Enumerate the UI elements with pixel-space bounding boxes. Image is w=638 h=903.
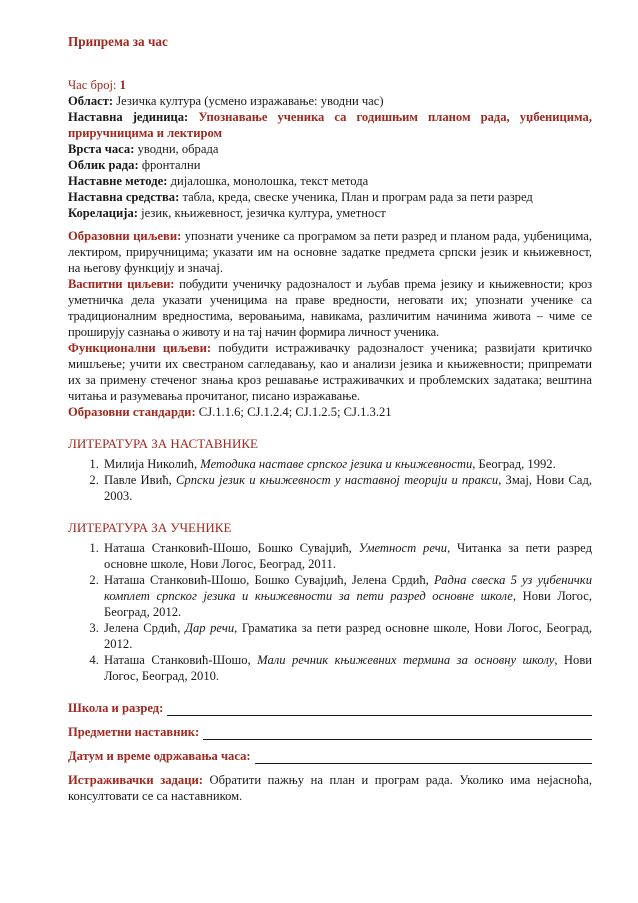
- upbringing-goals: [68, 276, 592, 340]
- publication: , Београд, 1992.: [472, 457, 556, 471]
- list-item: [102, 652, 592, 684]
- publication: , Нови Логос, Београд, 2012.: [104, 589, 592, 619]
- educational-standards-value: СЈ.1.1.6; СЈ.1.2.4; СЈ.1.2.5; СЈ.1.3.21: [198, 405, 392, 419]
- publication: , Читанка за пети разред основне школе, Нови Логос, Београд, 2011.: [104, 541, 592, 571]
- teacher-literature: [68, 436, 592, 504]
- educational-standards: [68, 404, 592, 420]
- school-class-field: [68, 700, 592, 716]
- educational-goals: [68, 228, 592, 276]
- student-literature-heading: ЛИТЕРАТУРА ЗА УЧЕНИКЕ: [68, 520, 232, 535]
- research-tasks-label: Истраживачки задаци:: [68, 773, 203, 787]
- teaching-methods: [68, 173, 592, 189]
- work-title: Уметност речи: [358, 541, 448, 555]
- correlation-value: језик, књижевност, језичка култура, уметност: [141, 206, 386, 220]
- lesson-number-value: 1: [119, 78, 126, 92]
- teacher-literature-heading: ЛИТЕРАТУРА ЗА НАСТАВНИКЕ: [68, 436, 258, 451]
- work-title: Мали речник књижевних термина за основну школу: [257, 653, 555, 667]
- date-time-line[interactable]: [255, 750, 592, 764]
- teaching-methods-value: дијалошка, монолошка, текст метода: [170, 174, 369, 188]
- author: Милија Николић,: [104, 457, 198, 471]
- upbringing-goals-value: побудити ученичку радозналост и љубав према језику и књижевности; кроз уметничка дела указати ученицима на праве вредности, неговати их; упознати ученике са традиционалним вредностима, веровањима, навикама, различитим начинима живота – чиме се проширују сазнања о животу и на тај начин формира личност ученика.: [68, 277, 593, 339]
- area-value: Језичка култура (усмено изражавање: уводни час): [116, 94, 384, 108]
- student-literature-list: [68, 540, 592, 684]
- list-item: [102, 472, 592, 504]
- educational-goals-value: упознати ученике са програмом за пети разред и планом рада, уџбеницима, лектиром, приручницима; указати им на основне задатке предмета српски језик и књижевност, на његову функцију и значај.: [68, 229, 592, 275]
- area-label: Област:: [68, 94, 114, 108]
- publication: , Граматика за пети разред основне школе, Нови Логос, Београд, 2012.: [104, 621, 593, 651]
- author: Наташа Станковић-Шошо, Бошко Сувајџић,: [104, 541, 352, 555]
- lesson-goals: [68, 228, 592, 420]
- teaching-methods-label: Наставне методе:: [68, 174, 168, 188]
- teaching-means-value: табла, креда, свеске ученика, План и програм рада за пети разред: [182, 190, 533, 204]
- upbringing-goals-label: Васпитни циљеви:: [68, 277, 175, 291]
- lesson-meta: [68, 77, 592, 221]
- functional-goals: [68, 340, 592, 404]
- author: Наташа Станковић-Шошо,: [104, 653, 251, 667]
- educational-goals-label: Образовни циљеви:: [68, 229, 182, 243]
- date-time-field: [68, 748, 592, 764]
- date-time-label: Датум и време одржавања часа:: [68, 749, 251, 763]
- work-form-label: Облик рада:: [68, 158, 139, 172]
- work-form: [68, 157, 592, 173]
- lesson-number-label: Час број:: [68, 78, 117, 92]
- functional-goals-label: Функционални циљеви:: [68, 341, 212, 355]
- teacher-literature-list: [68, 456, 592, 504]
- work-title: Српски језик и књижевност у наставној теорији и пракси: [176, 473, 499, 487]
- school-class-line[interactable]: [167, 702, 592, 716]
- work-title: Дар речи: [184, 621, 235, 635]
- subject-teacher-field: [68, 724, 592, 740]
- list-item: [102, 540, 592, 572]
- correlation: [68, 205, 592, 221]
- student-literature: [68, 520, 592, 684]
- author: Наташа Станковић-Шошо, Бошко Сувајџић, Јелена Срдић,: [104, 573, 429, 587]
- lesson-type-label: Врста часа:: [68, 142, 135, 156]
- area: [68, 93, 592, 109]
- teaching-unit: [68, 109, 592, 141]
- page-title: Припрема за час: [68, 34, 168, 49]
- list-item: [102, 620, 592, 652]
- list-item: [102, 572, 592, 620]
- subject-teacher-label: Предметни наставник:: [68, 725, 200, 739]
- educational-standards-label: Образовни стандарди:: [68, 405, 196, 419]
- functional-goals-value: побудити истраживачку радозналост ученика; развијати критичко мишљење; учити их свестраном сагледавању, као и анализи језика и књижевности; припремати их за примену стеченог знања кроз решавање истраживачких и проблемских задатака; вештина читања и разумевања прочитаног, писано изражавање.: [68, 341, 593, 403]
- lesson-type: [68, 141, 592, 157]
- lesson-type-value: уводни, обрада: [137, 142, 219, 156]
- lesson-plan-page: [68, 34, 592, 804]
- research-tasks-value: Обратити пажњу на план и програм рада. Уколико има нејасноћа, консултовати се са наставником.: [68, 773, 592, 803]
- teaching-unit-value: Упознавање ученика са годишњим планом рада, уџбеницима, приручницима и лектиром: [68, 110, 592, 140]
- school-class-label: Школа и разред:: [68, 701, 164, 715]
- publication: , Нови Логос, Београд, 2010.: [104, 653, 593, 683]
- subject-teacher-line[interactable]: [203, 726, 592, 740]
- teaching-means: [68, 189, 592, 205]
- work-title: Методика наставе српског језика и књижевности: [200, 457, 473, 471]
- teaching-unit-label: Наставна јединица:: [68, 110, 189, 124]
- author: Јелена Срдић,: [104, 621, 181, 635]
- research-tasks: [68, 772, 592, 804]
- lesson-number: [68, 77, 592, 93]
- work-form-value: фронтални: [141, 158, 201, 172]
- teaching-means-label: Наставна средства:: [68, 190, 180, 204]
- publication: , Змај, Нови Сад, 2003.: [104, 473, 593, 503]
- fill-in-fields: [68, 700, 592, 764]
- correlation-label: Корелација:: [68, 206, 138, 220]
- work-title: Радна свеска 5 уз уџбенички комплет српског језика и књижевности за пети разред основне школе: [104, 573, 592, 603]
- author: Павле Ивић,: [104, 473, 172, 487]
- list-item: [102, 456, 592, 472]
